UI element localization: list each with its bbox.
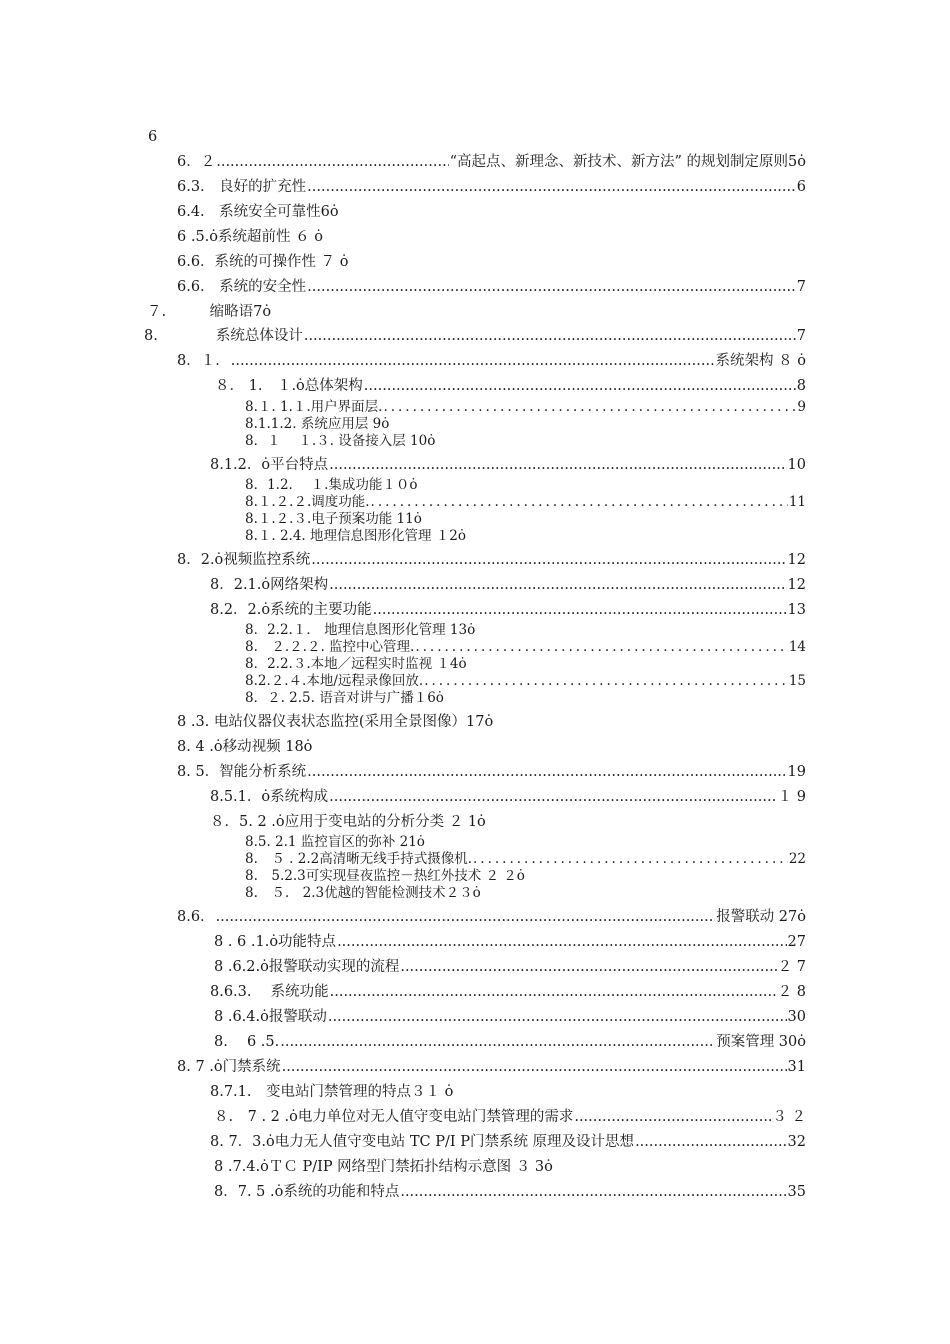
toc-entry <box>245 399 806 415</box>
dot-leader <box>329 456 786 474</box>
toc-entry-page: 9 <box>797 399 806 415</box>
toc-entry-label: ７. 缩略语7ȯ <box>147 304 272 320</box>
toc-entry-page: 7 <box>796 328 806 344</box>
toc-entry-label: ８． 1. １.ȯ总体架构 <box>215 378 363 394</box>
toc-entry-label: 8.1.2．ȯ平台特点 <box>210 457 329 473</box>
toc-entry-label: 8．7. 5 .ȯ系统的功能和特点 <box>214 1184 400 1200</box>
toc-entry-label: 6.6. 系统的安全性 <box>177 279 307 295</box>
toc-entry-label: 8.7.1. 变电站门禁管理的特点３１ ȯ <box>210 1084 454 1100</box>
toc-entry <box>245 528 466 544</box>
toc-entry <box>148 128 157 146</box>
toc-entry <box>245 622 475 638</box>
dot-leader <box>231 352 715 370</box>
toc-entry-label: 6．２ <box>177 154 216 170</box>
toc-entry-label: 8. 系统总体设计 <box>144 328 303 344</box>
dot-leader <box>330 983 777 1001</box>
toc-entry-page: ２ 7 <box>777 959 806 975</box>
dot-leader <box>329 788 777 806</box>
toc-entry-label: 8. 6 .5. <box>214 1034 280 1050</box>
dot-leader <box>373 601 787 619</box>
toc-entry <box>210 813 486 831</box>
toc-entry-page: 报警联动 27ȯ <box>716 909 806 925</box>
toc-entry-label: 8. ２.２.２. 监控中心管理. <box>245 639 415 655</box>
toc-entry <box>144 327 806 345</box>
toc-entry <box>147 303 271 321</box>
toc-entry-label: 8.2.２.４.本地/远程录像回放. <box>245 673 424 689</box>
dot-leader <box>307 178 796 196</box>
toc-entry <box>177 278 806 296</box>
toc-entry-label: 6 <box>148 129 158 145</box>
dot-leader <box>329 576 786 594</box>
toc-entry-label: 8 .3. 电站仪器仪表状态监控(采用全景图像）17ȯ <box>177 714 494 730</box>
dot-leader <box>307 763 786 781</box>
toc-entry-label: 8.6.3. 系统功能 <box>210 984 329 1000</box>
toc-entry-page: 32 <box>787 1134 806 1150</box>
toc-entry-page: 8 <box>796 378 806 394</box>
toc-entry-label: 8．2.2.１． 地理信息图形化管理 13ȯ <box>245 622 476 638</box>
dot-leader <box>400 958 776 976</box>
toc-entry-label: 8 .6.2.ȯ报警联动实现的流程 <box>214 959 400 975</box>
toc-entry <box>214 1158 553 1176</box>
toc-entry-page: ３ ２ <box>772 1109 806 1125</box>
toc-entry <box>245 656 467 672</box>
toc-entry-label: 8. 5.2.3可实现昼夜监控－热红外技术 ２ ２ȯ <box>245 868 525 884</box>
toc-entry <box>177 203 339 221</box>
dot-leader <box>216 908 716 926</box>
dot-leader <box>635 1133 786 1151</box>
toc-entry <box>214 1183 806 1201</box>
toc-entry-label: 6.3. 良好的扩充性 <box>177 179 307 195</box>
toc-entry-page: 12 <box>787 552 806 568</box>
toc-entry-page: 12 <box>787 577 806 593</box>
toc-entry <box>214 1008 806 1026</box>
toc-entry-label: 6.4. 系统安全可靠性6ȯ <box>177 204 339 220</box>
toc-entry-label: 8．２. 2.5. 语音对讲与广播１6ȯ <box>245 690 444 706</box>
toc-entry <box>177 1058 806 1076</box>
toc-entry <box>210 456 806 474</box>
toc-entry-page: 22 <box>788 851 806 867</box>
toc-entry <box>177 153 806 171</box>
toc-entry-page: 10 <box>787 457 806 473</box>
dot-leader <box>371 494 788 510</box>
toc-entry <box>245 416 389 432</box>
dot-leader <box>216 153 448 171</box>
toc-entry-label: 8.１.２.３.电子预案功能 11ȯ <box>245 511 422 527</box>
toc-entry-label: 8. ５. 2.3优越的智能检测技术２３ȯ <box>245 885 481 901</box>
toc-entry <box>177 763 806 781</box>
dot-leader <box>282 1058 787 1076</box>
toc-entry-page: ２ 8 <box>777 984 806 1000</box>
toc-entry <box>210 1133 806 1151</box>
toc-entry-label: 8.1.1.2. 系统应用层 9ȯ <box>245 416 390 432</box>
toc-entry-page: 31 <box>787 1059 806 1075</box>
toc-entry-label: 8. 7 .ȯ门禁系统 <box>177 1059 281 1075</box>
toc-entry-page: 预案管理 30ȯ <box>716 1034 806 1050</box>
toc-entry-page: 15 <box>788 673 806 689</box>
toc-entry-page: 11 <box>788 494 806 510</box>
toc-entry-label: 8．１． <box>177 353 230 369</box>
toc-entry-label: 8.１. 2.4. 地理信息图形化管理 １2ȯ <box>245 528 467 544</box>
toc-entry-label: 8.１. 1.１.用户界面层. <box>245 399 383 415</box>
toc-entry <box>210 601 806 619</box>
toc-entry <box>245 673 806 689</box>
toc-entry-page: 7 <box>796 279 806 295</box>
dot-leader <box>574 1108 771 1126</box>
toc-entry <box>214 933 806 951</box>
toc-entry <box>177 713 493 731</box>
toc-entry-label: 8. 7．3.ȯ电力无人值守变电站 TC P/I P门禁系统 原理及设计思想 <box>210 1134 635 1150</box>
toc-entry-page: 系统架构 ８ ȯ <box>715 353 806 369</box>
toc-entry <box>177 738 312 756</box>
dot-leader <box>473 851 788 867</box>
toc-entry-page: 19 <box>787 764 806 780</box>
dot-leader <box>424 673 788 689</box>
toc-entry <box>245 885 481 901</box>
toc-entry <box>245 851 806 867</box>
toc-entry <box>210 1083 453 1101</box>
dot-leader <box>415 639 787 655</box>
toc-entry-label: 8．１ １.３. 设备接入层 10ȯ <box>245 433 436 449</box>
toc-entry-page: 35 <box>787 1184 806 1200</box>
toc-entry <box>177 908 806 926</box>
toc-entry-label: 8. ５ . 2.2高清晰无线手持式摄像机. <box>245 851 473 867</box>
toc-entry-page: “高起点、新理念、新技术、新方法” 的规划制定原则5ȯ <box>449 154 806 170</box>
toc-entry <box>214 958 806 976</box>
toc-entry <box>245 690 444 706</box>
toc-entry <box>177 178 806 196</box>
toc-entry-label: 8．2.2.３.本地／远程实时监视 １4ȯ <box>245 656 467 672</box>
toc-entry <box>177 228 323 246</box>
toc-entry-label: 8．2.1.ȯ网络架构 <box>210 577 329 593</box>
toc-entry <box>177 352 806 370</box>
toc-entry-label: 8. 4 .ȯ移动视频 18ȯ <box>177 739 313 755</box>
toc-entry-page: 14 <box>788 639 806 655</box>
toc-entry <box>245 477 418 493</box>
toc-entry-label: ８. 7 . 2 .ȯ电力单位对无人值守变电站门禁管理的需求 <box>214 1109 574 1125</box>
dot-leader <box>328 1008 787 1026</box>
toc-entry-label: 6 .5.ȯ系统超前性 ６ ȯ <box>177 229 323 245</box>
toc-entry <box>210 788 806 806</box>
toc-entry-label: 6.6．系统的可操作性 ７ ȯ <box>177 254 349 270</box>
dot-leader <box>364 377 796 395</box>
dot-leader <box>307 278 796 296</box>
toc-entry-page: 27 <box>787 934 806 950</box>
dot-leader <box>311 551 786 569</box>
toc-entry-label: 8 .7.4.ȯＴＣ P/IP 网络型门禁拓扑结构示意图 ３ 3ȯ <box>214 1159 553 1175</box>
toc-entry-label: 8．2.ȯ视频监控系统 <box>177 552 311 568</box>
toc-entry-label: 8.１.２.２.调度功能. <box>245 494 370 510</box>
toc-entry-label: 8 . 6 .1.ȯ功能特点 <box>214 934 337 950</box>
toc-entry <box>245 494 806 510</box>
toc-entry <box>210 983 806 1001</box>
toc-entry-page: 30 <box>787 1009 806 1025</box>
toc-entry <box>245 834 425 850</box>
toc-entry-label: 8 .6.4.ȯ报警联动 <box>214 1009 327 1025</box>
toc-entry-page: １ 9 <box>777 789 806 805</box>
toc-entry-page: 13 <box>787 602 806 618</box>
toc-entry-label: 8．1.2. １.集成功能１０ȯ <box>245 477 418 493</box>
toc-entry <box>215 377 806 395</box>
toc-entry-label: 8.5.1．ȯ系统构成 <box>210 789 329 805</box>
dot-leader <box>280 1033 715 1051</box>
toc-entry <box>177 253 349 271</box>
dot-leader <box>400 1183 786 1201</box>
toc-entry-label: 8.2．2.ȯ系统的主要功能 <box>210 602 372 618</box>
toc-entry <box>245 868 525 884</box>
toc-entry <box>214 1108 806 1126</box>
dot-leader <box>337 933 786 951</box>
toc-entry <box>210 576 806 594</box>
toc-entry-page: 6 <box>796 179 806 195</box>
toc-entry-label: 8. 5．智能分析系统 <box>177 764 307 780</box>
toc-entry <box>177 551 806 569</box>
toc-entry-label: 8.6． <box>177 909 215 925</box>
dot-leader <box>383 399 796 415</box>
dot-leader <box>304 327 796 345</box>
toc-entry <box>245 511 422 527</box>
toc-entry <box>214 1033 806 1051</box>
toc-entry <box>245 433 435 449</box>
toc-entry <box>245 639 806 655</box>
toc-entry-label: ８．5. 2 .ȯ应用于变电站的分析分类 ２ 1ȯ <box>210 814 486 830</box>
toc-entry-label: 8.5. 2.1 监控盲区的弥补 21ȯ <box>245 834 425 850</box>
